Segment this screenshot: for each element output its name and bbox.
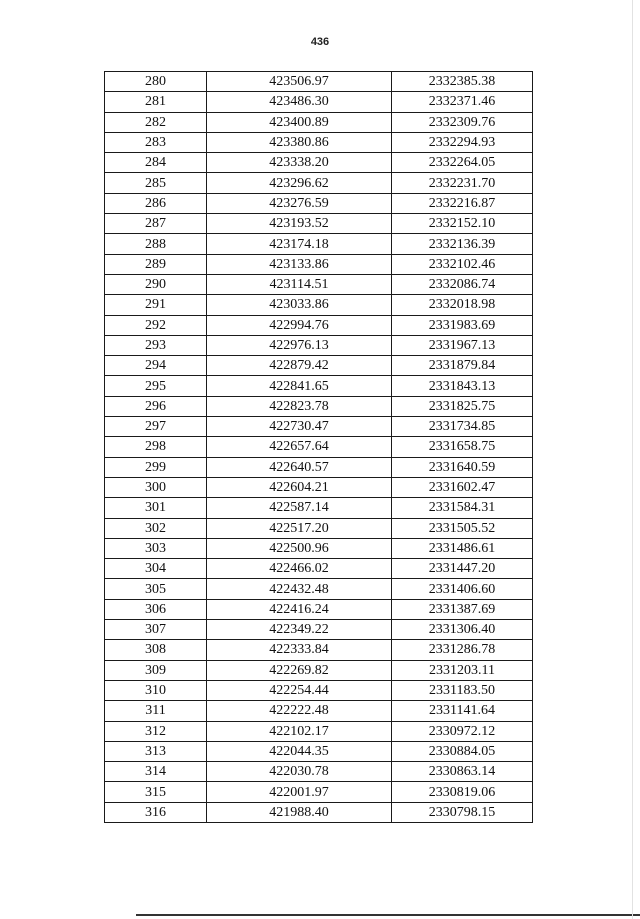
y-coordinate-cell: 2332385.38	[392, 72, 533, 92]
point-number-cell: 282	[105, 112, 207, 132]
y-coordinate-cell: 2330819.06	[392, 782, 533, 802]
y-coordinate-cell: 2331734.85	[392, 417, 533, 437]
point-number-cell: 303	[105, 538, 207, 558]
y-coordinate-cell: 2331306.40	[392, 620, 533, 640]
y-coordinate-cell: 2332152.10	[392, 214, 533, 234]
point-number-cell: 293	[105, 335, 207, 355]
table-row	[105, 417, 533, 437]
x-coordinate-cell: 423193.52	[207, 214, 392, 234]
table-row	[105, 72, 533, 92]
y-coordinate-cell: 2332294.93	[392, 132, 533, 152]
x-coordinate-cell: 422879.42	[207, 356, 392, 376]
point-number-cell: 289	[105, 254, 207, 274]
table-row	[105, 579, 533, 599]
y-coordinate-cell: 2332216.87	[392, 193, 533, 213]
x-coordinate-cell: 422976.13	[207, 335, 392, 355]
x-coordinate-cell: 422730.47	[207, 417, 392, 437]
x-coordinate-cell: 422254.44	[207, 680, 392, 700]
x-coordinate-cell: 422030.78	[207, 762, 392, 782]
table-row	[105, 538, 533, 558]
y-coordinate-cell: 2331447.20	[392, 559, 533, 579]
x-coordinate-cell: 422466.02	[207, 559, 392, 579]
y-coordinate-cell: 2332102.46	[392, 254, 533, 274]
table-row	[105, 112, 533, 132]
table-row	[105, 457, 533, 477]
x-coordinate-cell: 422222.48	[207, 701, 392, 721]
point-number-cell: 290	[105, 274, 207, 294]
point-number-cell: 305	[105, 579, 207, 599]
table-row	[105, 640, 533, 660]
table-row	[105, 254, 533, 274]
point-number-cell: 306	[105, 599, 207, 619]
point-number-cell: 283	[105, 132, 207, 152]
y-coordinate-cell: 2331967.13	[392, 335, 533, 355]
x-coordinate-cell: 423276.59	[207, 193, 392, 213]
y-coordinate-cell: 2332136.39	[392, 234, 533, 254]
table-row	[105, 498, 533, 518]
y-coordinate-cell: 2332086.74	[392, 274, 533, 294]
point-number-cell: 296	[105, 396, 207, 416]
point-number-cell: 310	[105, 680, 207, 700]
point-number-cell: 281	[105, 92, 207, 112]
y-coordinate-cell: 2331640.59	[392, 457, 533, 477]
table-row	[105, 701, 533, 721]
y-coordinate-cell: 2331141.64	[392, 701, 533, 721]
point-number-cell: 301	[105, 498, 207, 518]
x-coordinate-cell: 423296.62	[207, 173, 392, 193]
y-coordinate-cell: 2332018.98	[392, 295, 533, 315]
table-row	[105, 559, 533, 579]
x-coordinate-cell: 422416.24	[207, 599, 392, 619]
y-coordinate-cell: 2331658.75	[392, 437, 533, 457]
point-number-cell: 288	[105, 234, 207, 254]
table-row	[105, 376, 533, 396]
x-coordinate-cell: 423174.18	[207, 234, 392, 254]
point-number-cell: 313	[105, 741, 207, 761]
x-coordinate-cell: 423380.86	[207, 132, 392, 152]
x-coordinate-cell: 422044.35	[207, 741, 392, 761]
bottom-divider	[136, 914, 640, 916]
point-number-cell: 299	[105, 457, 207, 477]
y-coordinate-cell: 2330798.15	[392, 802, 533, 822]
point-number-cell: 316	[105, 802, 207, 822]
table-row	[105, 782, 533, 802]
point-number-cell: 286	[105, 193, 207, 213]
point-number-cell: 315	[105, 782, 207, 802]
table-row	[105, 92, 533, 112]
table-row	[105, 518, 533, 538]
table-row	[105, 396, 533, 416]
x-coordinate-cell: 422823.78	[207, 396, 392, 416]
x-coordinate-cell: 422349.22	[207, 620, 392, 640]
table-row	[105, 315, 533, 335]
point-number-cell: 302	[105, 518, 207, 538]
table-row	[105, 437, 533, 457]
x-coordinate-cell: 422001.97	[207, 782, 392, 802]
x-coordinate-cell: 422604.21	[207, 477, 392, 497]
point-number-cell: 300	[105, 477, 207, 497]
y-coordinate-cell: 2332371.46	[392, 92, 533, 112]
point-number-cell: 312	[105, 721, 207, 741]
y-coordinate-cell: 2331183.50	[392, 680, 533, 700]
page-number: 436	[310, 36, 330, 48]
point-number-cell: 295	[105, 376, 207, 396]
y-coordinate-cell: 2331486.61	[392, 538, 533, 558]
table-row	[105, 477, 533, 497]
y-coordinate-cell: 2331825.75	[392, 396, 533, 416]
x-coordinate-cell: 422994.76	[207, 315, 392, 335]
y-coordinate-cell: 2332264.05	[392, 153, 533, 173]
page-edge-line	[632, 0, 633, 919]
y-coordinate-cell: 2330972.12	[392, 721, 533, 741]
table-row	[105, 153, 533, 173]
y-coordinate-cell: 2331505.52	[392, 518, 533, 538]
table-row	[105, 802, 533, 822]
point-number-cell: 285	[105, 173, 207, 193]
x-coordinate-cell: 421988.40	[207, 802, 392, 822]
table-row	[105, 274, 533, 294]
table-row	[105, 214, 533, 234]
table-row	[105, 173, 533, 193]
y-coordinate-cell: 2331584.31	[392, 498, 533, 518]
y-coordinate-cell: 2331602.47	[392, 477, 533, 497]
x-coordinate-cell: 422640.57	[207, 457, 392, 477]
table-row	[105, 680, 533, 700]
coordinates-table	[104, 71, 533, 823]
x-coordinate-cell: 422432.48	[207, 579, 392, 599]
point-number-cell: 309	[105, 660, 207, 680]
point-number-cell: 280	[105, 72, 207, 92]
table-row	[105, 599, 533, 619]
point-number-cell: 292	[105, 315, 207, 335]
x-coordinate-cell: 422102.17	[207, 721, 392, 741]
point-number-cell: 304	[105, 559, 207, 579]
point-number-cell: 308	[105, 640, 207, 660]
x-coordinate-cell: 423033.86	[207, 295, 392, 315]
y-coordinate-cell: 2331203.11	[392, 660, 533, 680]
x-coordinate-cell: 423400.89	[207, 112, 392, 132]
point-number-cell: 297	[105, 417, 207, 437]
x-coordinate-cell: 422841.65	[207, 376, 392, 396]
y-coordinate-cell: 2331843.13	[392, 376, 533, 396]
y-coordinate-cell: 2331406.60	[392, 579, 533, 599]
table-row	[105, 132, 533, 152]
table-row	[105, 356, 533, 376]
table-row	[105, 193, 533, 213]
x-coordinate-cell: 423486.30	[207, 92, 392, 112]
table-row	[105, 234, 533, 254]
x-coordinate-cell: 422269.82	[207, 660, 392, 680]
x-coordinate-cell: 422587.14	[207, 498, 392, 518]
x-coordinate-cell: 423338.20	[207, 153, 392, 173]
y-coordinate-cell: 2332231.70	[392, 173, 533, 193]
table-row	[105, 721, 533, 741]
x-coordinate-cell: 422500.96	[207, 538, 392, 558]
y-coordinate-cell: 2331879.84	[392, 356, 533, 376]
point-number-cell: 307	[105, 620, 207, 640]
y-coordinate-cell: 2332309.76	[392, 112, 533, 132]
x-coordinate-cell: 423133.86	[207, 254, 392, 274]
x-coordinate-cell: 423114.51	[207, 274, 392, 294]
point-number-cell: 314	[105, 762, 207, 782]
table-row	[105, 620, 533, 640]
coordinates-table-body	[105, 72, 533, 823]
y-coordinate-cell: 2331286.78	[392, 640, 533, 660]
point-number-cell: 291	[105, 295, 207, 315]
table-row	[105, 660, 533, 680]
x-coordinate-cell: 422333.84	[207, 640, 392, 660]
y-coordinate-cell: 2331983.69	[392, 315, 533, 335]
y-coordinate-cell: 2330884.05	[392, 741, 533, 761]
table-row	[105, 335, 533, 355]
x-coordinate-cell: 422657.64	[207, 437, 392, 457]
x-coordinate-cell: 422517.20	[207, 518, 392, 538]
point-number-cell: 294	[105, 356, 207, 376]
point-number-cell: 311	[105, 701, 207, 721]
point-number-cell: 298	[105, 437, 207, 457]
y-coordinate-cell: 2331387.69	[392, 599, 533, 619]
point-number-cell: 287	[105, 214, 207, 234]
table-row	[105, 741, 533, 761]
y-coordinate-cell: 2330863.14	[392, 762, 533, 782]
x-coordinate-cell: 423506.97	[207, 72, 392, 92]
point-number-cell: 284	[105, 153, 207, 173]
table-row	[105, 762, 533, 782]
table-row	[105, 295, 533, 315]
